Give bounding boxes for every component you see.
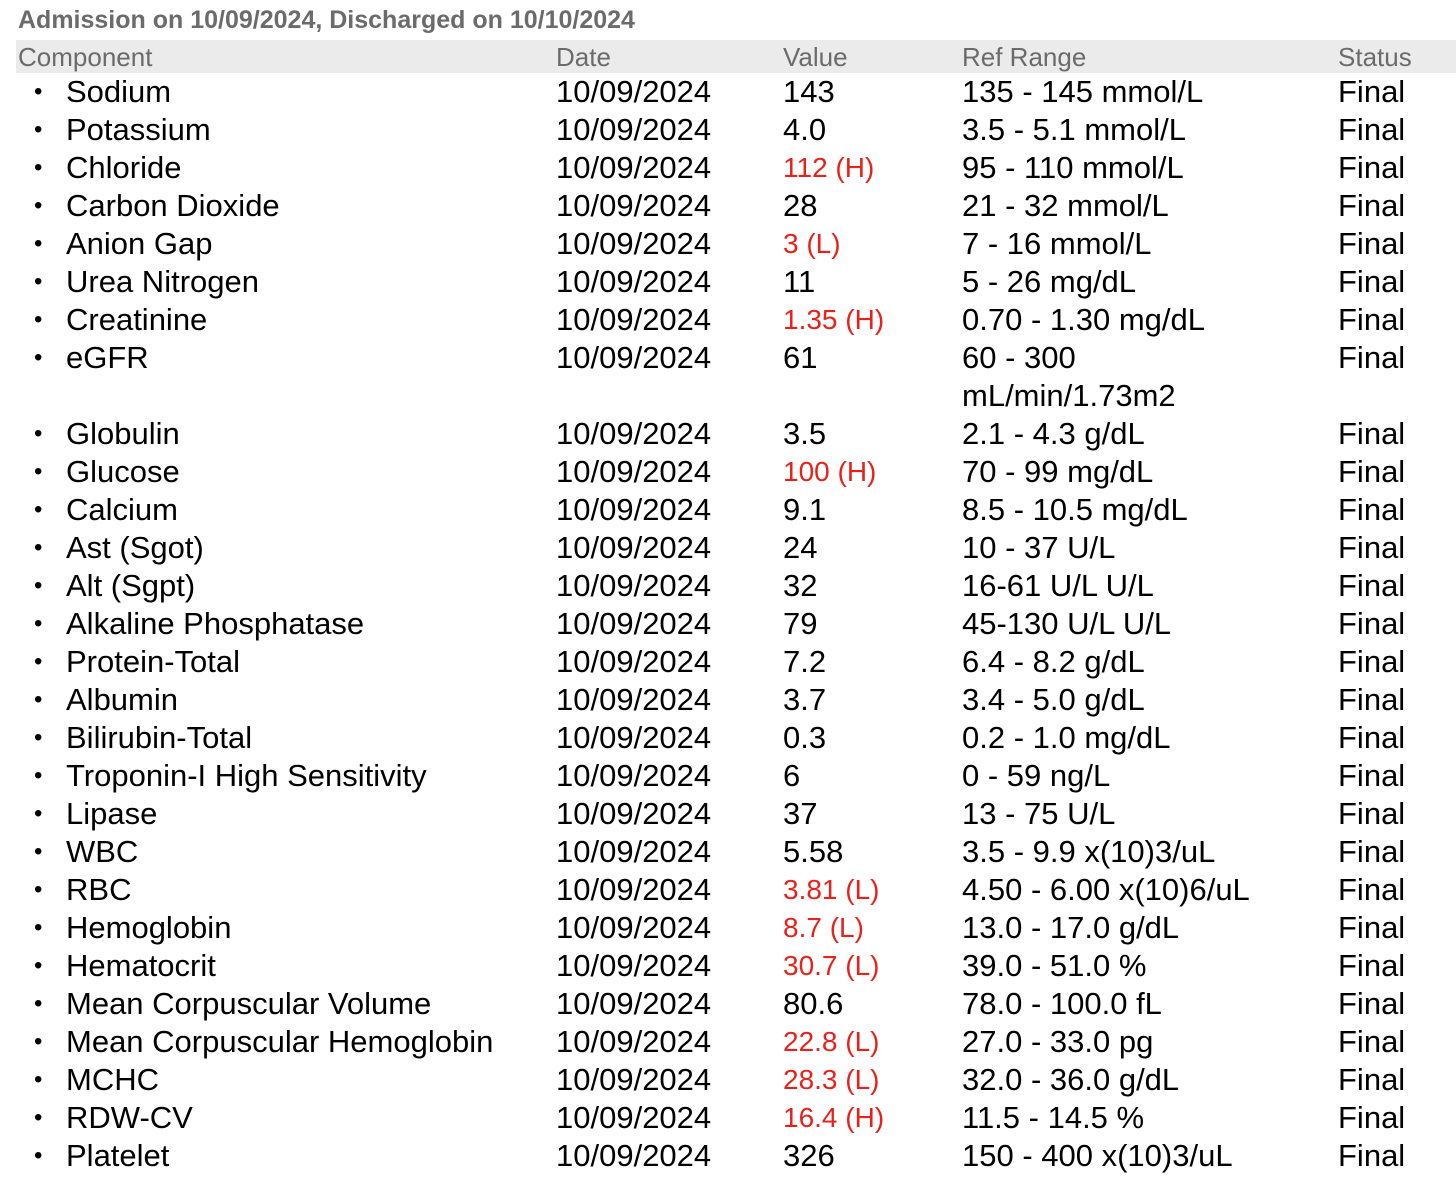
value-cell: 22.8 (L) [783,1026,880,1057]
ref-range-cell [962,909,1179,947]
status-cell: Final [1338,948,1406,983]
table-row [0,719,1456,757]
component-cell: Urea Nitrogen [66,264,259,299]
ref-range-cell [962,187,1169,225]
status-cell: Final [1338,74,1406,109]
bullet-icon: • [34,572,43,599]
value-cell: 61 [783,340,818,375]
date-cell: 10/09/2024 [556,416,712,451]
table-row [0,1137,1456,1175]
table-row [0,111,1456,149]
ref-range-cell [962,643,1145,681]
ref-range-line: 135 - 145 mmol/L [962,74,1204,109]
status-cell: Final [1338,910,1406,945]
value-cell: 30.7 (L) [783,950,880,981]
value-cell: 0.3 [783,720,827,755]
date-cell: 10/09/2024 [556,1100,712,1135]
page-title: Admission on 10/09/2024, Discharged on 10/10/2024 [18,6,635,34]
date-cell: 10/09/2024 [556,150,712,185]
ref-range-line: 45-130 U/L U/L [962,606,1172,641]
table-row [0,415,1456,453]
ref-range-cell [962,225,1152,263]
value-cell: 7.2 [783,644,827,679]
value-cell: 1.35 (H) [783,304,885,335]
value-cell: 3.5 [783,416,827,451]
table-row [0,1023,1456,1061]
ref-range-line: 0.2 - 1.0 mg/dL [962,720,1171,755]
date-cell: 10/09/2024 [556,834,712,869]
status-cell: Final [1338,1100,1406,1135]
status-cell: Final [1338,112,1406,147]
status-cell: Final [1338,682,1406,717]
component-cell: Bilirubin-Total [66,720,253,755]
status-cell: Final [1338,264,1406,299]
bullet-icon: • [34,800,43,827]
table-row [0,909,1456,947]
ref-range-line: 32.0 - 36.0 g/dL [962,1062,1180,1097]
bullet-icon: • [34,534,43,561]
date-cell: 10/09/2024 [556,644,712,679]
table-row [0,795,1456,833]
ref-range-cell [962,149,1184,187]
component-cell: Lipase [66,796,158,831]
status-cell: Final [1338,1138,1406,1173]
ref-range-line: 0 - 59 ng/L [962,758,1111,793]
component-cell: Mean Corpuscular Hemoglobin [66,1024,494,1059]
component-cell: Chloride [66,150,182,185]
ref-range-line: 7 - 16 mmol/L [962,226,1152,261]
status-cell: Final [1338,644,1406,679]
date-cell: 10/09/2024 [556,264,712,299]
ref-range-cell [962,833,1215,871]
date-cell: 10/09/2024 [556,1024,712,1059]
status-cell: Final [1338,834,1406,869]
date-cell: 10/09/2024 [556,986,712,1021]
ref-range-cell [962,985,1162,1023]
status-cell: Final [1338,226,1406,261]
component-cell: Globulin [66,416,180,451]
date-cell: 10/09/2024 [556,796,712,831]
value-cell: 8.7 (L) [783,912,864,943]
status-cell: Final [1338,606,1406,641]
ref-range-cell [962,757,1110,795]
column-header-ref-range: Ref Range [962,42,1087,72]
status-cell: Final [1338,416,1406,451]
value-cell: 5.58 [783,834,844,869]
component-cell: Anion Gap [66,226,213,261]
ref-range-line: 39.0 - 51.0 % [962,948,1147,983]
bullet-icon: • [34,344,43,371]
status-cell: Final [1338,720,1406,755]
bullet-icon: • [34,686,43,713]
ref-range-cell [962,1023,1153,1061]
table-row [0,339,1456,415]
ref-range-cell [962,73,1203,111]
date-cell: 10/09/2024 [556,606,712,641]
ref-range-line: 13.0 - 17.0 g/dL [962,910,1180,945]
date-cell: 10/09/2024 [556,492,712,527]
ref-range-line: 21 - 32 mmol/L [962,188,1169,223]
table-row [0,567,1456,605]
ref-range-line: 16-61 U/L U/L [962,568,1154,603]
ref-range-cell [962,605,1171,643]
bullet-icon: • [34,78,43,105]
bullet-icon: • [34,648,43,675]
date-cell: 10/09/2024 [556,872,712,907]
bullet-icon: • [34,306,43,333]
date-cell: 10/09/2024 [556,340,712,375]
table-row [0,491,1456,529]
bullet-icon: • [34,1028,43,1055]
ref-range-cell [962,339,1176,415]
table-row [0,833,1456,871]
ref-range-line: 11.5 - 14.5 % [962,1100,1145,1135]
ref-range-cell [962,567,1154,605]
value-cell: 28.3 (L) [783,1064,880,1095]
status-cell: Final [1338,872,1406,907]
table-row [0,871,1456,909]
bullet-icon: • [34,876,43,903]
table-row [0,149,1456,187]
ref-range-cell [962,1061,1179,1099]
table-row [0,985,1456,1023]
value-cell: 4.0 [783,112,827,147]
value-cell: 6 [783,758,801,793]
ref-range-line: 4.50 - 6.00 x(10)6/uL [962,872,1250,907]
value-cell: 112 (H) [783,152,875,183]
ref-range-line: 78.0 - 100.0 fL [962,986,1162,1021]
value-cell: 32 [783,568,818,603]
date-cell: 10/09/2024 [556,720,712,755]
ref-range-cell [962,453,1153,491]
value-cell: 79 [783,606,818,641]
ref-range-cell [962,415,1145,453]
bullet-icon: • [34,496,43,523]
status-cell: Final [1338,492,1406,527]
component-cell: MCHC [66,1062,159,1097]
component-cell: RDW-CV [66,1100,193,1135]
status-cell: Final [1338,530,1406,565]
table-row [0,225,1456,263]
value-cell: 80.6 [783,986,844,1021]
results-table [0,73,1456,1175]
date-cell: 10/09/2024 [556,530,712,565]
column-header-status: Status [1338,42,1412,72]
component-cell: Mean Corpuscular Volume [66,986,432,1021]
ref-range-line: 3.4 - 5.0 g/dL [962,682,1145,717]
date-cell: 10/09/2024 [556,454,712,489]
date-cell: 10/09/2024 [556,758,712,793]
value-cell: 28 [783,188,818,223]
bullet-icon: • [34,952,43,979]
status-cell: Final [1338,302,1406,337]
ref-range-line: 60 - 300 [962,340,1076,375]
ref-range-line: 13 - 75 U/L [962,796,1116,831]
component-cell: Carbon Dioxide [66,188,280,223]
status-cell: Final [1338,340,1406,375]
bullet-icon: • [34,420,43,447]
component-cell: eGFR [66,340,149,375]
date-cell: 10/09/2024 [556,948,712,983]
component-cell: Albumin [66,682,178,717]
ref-range-cell [962,301,1205,339]
table-row [0,263,1456,301]
status-cell: Final [1338,454,1406,489]
bullet-icon: • [34,458,43,485]
bullet-icon: • [34,762,43,789]
value-cell: 24 [783,530,818,565]
ref-range-cell [962,681,1145,719]
bullet-icon: • [34,268,43,295]
status-cell: Final [1338,986,1406,1021]
component-cell: Protein-Total [66,644,241,679]
status-cell: Final [1338,796,1406,831]
table-row [0,643,1456,681]
status-cell: Final [1338,150,1406,185]
bullet-icon: • [34,1066,43,1093]
ref-range-line: 0.70 - 1.30 mg/dL [962,302,1205,337]
bullet-icon: • [34,230,43,257]
date-cell: 10/09/2024 [556,1138,712,1173]
bullet-icon: • [34,724,43,751]
value-cell: 11 [783,264,816,299]
table-header [16,40,1456,73]
status-cell: Final [1338,1024,1406,1059]
date-cell: 10/09/2024 [556,682,712,717]
date-cell: 10/09/2024 [556,188,712,223]
bullet-icon: • [34,154,43,181]
table-row [0,529,1456,567]
bullet-icon: • [34,1142,43,1169]
value-cell: 3.81 (L) [783,874,880,905]
value-cell: 37 [783,796,818,831]
component-cell: Potassium [66,112,211,147]
component-cell: Troponin-I High Sensitivity [66,758,427,793]
ref-range-line: 2.1 - 4.3 g/dL [962,416,1145,451]
value-cell: 3 (L) [783,228,841,259]
date-cell: 10/09/2024 [556,302,712,337]
column-header-value: Value [783,42,848,72]
component-cell: Ast (Sgot) [66,530,204,565]
bullet-icon: • [34,192,43,219]
ref-range-line: 150 - 400 x(10)3/uL [962,1138,1233,1173]
table-row [0,605,1456,643]
bullet-icon: • [34,914,43,941]
ref-range-line: 10 - 37 U/L [962,530,1116,565]
ref-range-line: 6.4 - 8.2 g/dL [962,644,1145,679]
ref-range-cell [962,263,1136,301]
column-header-component: Component [18,42,153,72]
table-row [0,681,1456,719]
column-header-date: Date [556,42,611,72]
date-cell: 10/09/2024 [556,226,712,261]
ref-range-cell [962,719,1171,757]
value-cell: 143 [783,74,835,109]
ref-range-line: 3.5 - 5.1 mmol/L [962,112,1186,147]
component-cell: Platelet [66,1138,170,1173]
status-cell: Final [1338,188,1406,223]
date-cell: 10/09/2024 [556,910,712,945]
ref-range-line: 95 - 110 mmol/L [962,150,1184,185]
value-cell: 3.7 [783,682,827,717]
ref-range-line: 8.5 - 10.5 mg/dL [962,492,1188,527]
ref-range-line: 70 - 99 mg/dL [962,454,1154,489]
bullet-icon: • [34,1104,43,1131]
ref-range-cell [962,1099,1144,1137]
date-cell: 10/09/2024 [556,1062,712,1097]
component-cell: Alt (Sgpt) [66,568,196,603]
ref-range-cell [962,871,1250,909]
status-cell: Final [1338,568,1406,603]
component-cell: RBC [66,872,132,907]
table-row [0,187,1456,225]
component-cell: WBC [66,834,139,869]
value-cell: 9.1 [783,492,827,527]
table-row [0,947,1456,985]
table-row [0,1061,1456,1099]
ref-range-line: 5 - 26 mg/dL [962,264,1137,299]
bullet-icon: • [34,116,43,143]
ref-range-line: 3.5 - 9.9 x(10)3/uL [962,834,1216,869]
ref-range-cell [962,111,1186,149]
component-cell: Alkaline Phosphatase [66,606,365,641]
date-cell: 10/09/2024 [556,74,712,109]
table-row [0,301,1456,339]
component-cell: Glucose [66,454,180,489]
ref-range-line: mL/min/1.73m2 [962,378,1176,413]
value-cell: 100 (H) [783,456,877,487]
date-cell: 10/09/2024 [556,568,712,603]
ref-range-cell [962,947,1146,985]
value-cell: 16.4 (H) [783,1102,885,1133]
component-cell: Calcium [66,492,178,527]
table-row [0,1099,1456,1137]
ref-range-cell [962,795,1115,833]
table-row [0,73,1456,111]
bullet-icon: • [34,610,43,637]
ref-range-cell [962,1137,1233,1175]
date-cell: 10/09/2024 [556,112,712,147]
bullet-icon: • [34,990,43,1017]
status-cell: Final [1338,1062,1406,1097]
component-cell: Hematocrit [66,948,216,983]
bullet-icon: • [34,838,43,865]
table-row [0,453,1456,491]
ref-range-line: 27.0 - 33.0 pg [962,1024,1154,1059]
component-cell: Sodium [66,74,172,109]
component-cell: Hemoglobin [66,910,232,945]
table-row [0,757,1456,795]
ref-range-cell [962,529,1115,567]
ref-range-cell [962,491,1188,529]
status-cell: Final [1338,758,1406,793]
component-cell: Creatinine [66,302,208,337]
value-cell: 326 [783,1138,835,1173]
